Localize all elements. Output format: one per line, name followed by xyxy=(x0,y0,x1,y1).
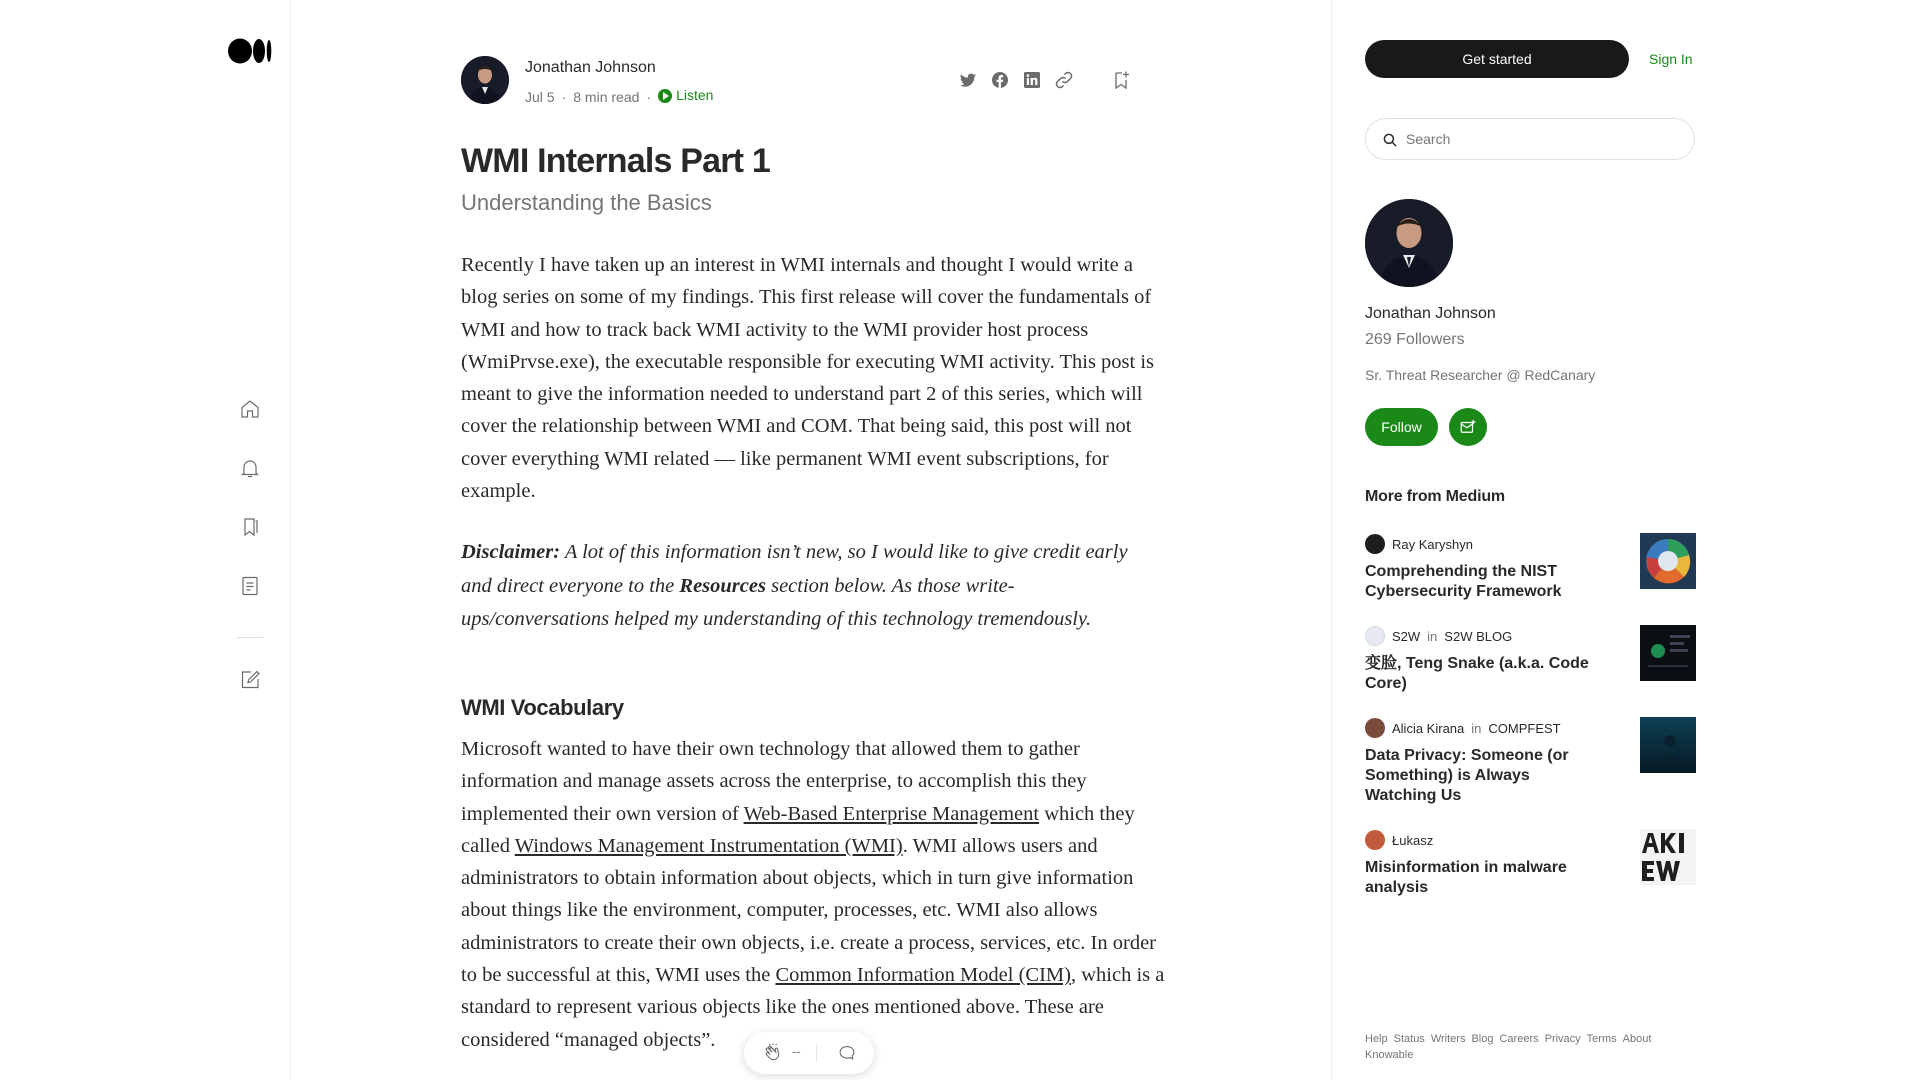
footer-link-knowable[interactable]: Knowable xyxy=(1365,1049,1414,1061)
rec-title[interactable]: Data Privacy: Someone (or Something) is Always Watching Us xyxy=(1365,747,1569,804)
rec-publication[interactable]: S2W BLOG xyxy=(1444,628,1513,644)
search-icon xyxy=(1381,131,1399,149)
play-icon xyxy=(658,89,672,103)
clap-response-bar xyxy=(744,1032,874,1074)
followers-count[interactable]: 269 Followers xyxy=(1365,331,1465,348)
vocab-text-1: Microsoft wanted to have their own technology that allowed them to gather information and manage assets across the enterprise, to accomplish this they implemented their own version of xyxy=(461,738,1087,825)
footer-link-careers[interactable]: Careers xyxy=(1499,1033,1539,1045)
wbem-link[interactable]: Web-Based Enterprise Management xyxy=(743,802,1040,825)
footer-link-writers[interactable]: Writers xyxy=(1430,1033,1466,1045)
stories-icon[interactable] xyxy=(238,574,262,598)
footer-link-blog[interactable]: Blog xyxy=(1471,1033,1494,1045)
rail-divider xyxy=(237,637,263,638)
article-meta: Jul 5 · 8 min read · Listen xyxy=(525,87,714,105)
profile-name[interactable]: Jonathan Johnson xyxy=(1365,305,1496,322)
rec-thumbnail[interactable] xyxy=(1640,625,1696,681)
facebook-icon[interactable] xyxy=(988,68,1012,92)
listen-label: Listen xyxy=(676,87,714,103)
rec-meta xyxy=(1365,626,1512,646)
rec-author[interactable]: Łukasz xyxy=(1392,832,1434,848)
home-icon[interactable] xyxy=(238,397,262,421)
disclaimer-paragraph xyxy=(461,536,1161,637)
rec-thumbnail[interactable] xyxy=(1640,829,1696,885)
rec-title[interactable]: Misinformation in malware analysis xyxy=(1365,859,1567,896)
left-navigation-rail xyxy=(0,0,291,1080)
more-from-medium-heading: More from Medium xyxy=(1365,488,1505,505)
rec-author-avatar xyxy=(1365,830,1385,850)
rec-in: in xyxy=(1471,720,1482,736)
rec-author[interactable]: Ray Karyshyn xyxy=(1392,536,1473,552)
bookmark-add-icon[interactable] xyxy=(1109,68,1133,92)
vocabulary-paragraph xyxy=(461,733,1171,1056)
notifications-icon[interactable] xyxy=(238,456,262,480)
medium-logo-icon[interactable] xyxy=(228,38,272,64)
rec-author-avatar xyxy=(1365,534,1385,554)
footer-link-terms[interactable]: Terms xyxy=(1586,1033,1617,1045)
rec-author[interactable]: S2W xyxy=(1392,628,1421,644)
search-input[interactable] xyxy=(1406,129,1676,149)
linkedin-icon[interactable] xyxy=(1020,68,1044,92)
vocab-text-2: which they called xyxy=(461,802,1135,857)
rec-in: in xyxy=(1427,628,1438,644)
profile-bio: Sr. Threat Researcher @ RedCanary xyxy=(1365,367,1596,383)
author-row xyxy=(461,56,1161,106)
sign-in-link[interactable]: Sign In xyxy=(1649,51,1693,67)
section-heading: WMI Vocabulary xyxy=(461,695,624,720)
footer-link-help[interactable]: Help xyxy=(1365,1033,1388,1045)
footer-link-about[interactable]: About xyxy=(1622,1033,1652,1045)
link-icon[interactable] xyxy=(1052,68,1076,92)
bookmarks-icon[interactable] xyxy=(238,515,262,539)
vocab-text-3: . WMI allows users and administrators to obtain information about objects, which in turn give information about things like the environment, computer, processes, etc. WMI also allows administrators to create their own objects, i.e. create a process, services, etc. In order to be successful at this, WMI uses the xyxy=(461,834,1156,987)
follow-button[interactable]: Follow xyxy=(1365,408,1438,446)
rec-title[interactable]: 变脸, Teng Snake (a.k.a. Code Core) xyxy=(1365,655,1589,692)
article-subtitle: Understanding the Basics xyxy=(461,190,712,215)
intro-paragraph: Recently I have taken up an interest in WMI internals and thought I would write a blog series on some of my findings. This first release will cover the fundamentals of WMI and how to track back WMI activity to the WMI provider host process (WmiPrvse.exe), the executable responsible for executing WMI activity. This post is meant to give the information needed to understand part 2 of this series, which will cover the relationship between WMI and COM. That being said, this post will not cover everything WMI related — like permanent WMI event subscriptions, for example. xyxy=(461,254,1155,503)
rec-meta xyxy=(1365,534,1473,554)
disclaimer-text: A lot of this information isn’t new, so I would like to give credit early and direct everyone to the xyxy=(461,541,1128,597)
read-time: 8 min read xyxy=(573,89,640,105)
rec-title[interactable]: Comprehending the NIST Cybersecurity Framework xyxy=(1365,563,1562,600)
article-title: WMI Internals Part 1 xyxy=(461,142,770,180)
footer-link-privacy[interactable]: Privacy xyxy=(1544,1033,1581,1045)
get-started-button[interactable]: Get started xyxy=(1365,40,1629,78)
search-box[interactable] xyxy=(1365,118,1695,160)
rec-thumbnail[interactable] xyxy=(1640,533,1696,589)
vocab-text-4: , which is a standard to represent various objects like the ones mentioned above. These are considered “managed objects”. xyxy=(461,964,1165,1051)
disclaimer-label: Disclaimer: xyxy=(461,541,561,563)
listen-button[interactable] xyxy=(658,87,713,103)
responses-icon[interactable] xyxy=(836,1042,858,1064)
write-icon[interactable] xyxy=(238,668,262,692)
clap-count: -- xyxy=(792,1044,801,1059)
clap-separator xyxy=(816,1044,817,1062)
author-profile-avatar[interactable] xyxy=(1365,199,1453,287)
cim-link[interactable]: Common Information Model (CIM) xyxy=(775,964,1071,987)
rec-meta xyxy=(1365,718,1561,738)
right-sidebar xyxy=(1331,0,1920,1080)
twitter-icon[interactable] xyxy=(956,68,980,92)
footer-link-status[interactable]: Status xyxy=(1393,1033,1425,1045)
author-name[interactable]: Jonathan Johnson xyxy=(525,59,656,76)
rec-publication[interactable]: COMPFEST xyxy=(1488,720,1561,736)
rec-author[interactable]: Alicia Kirana xyxy=(1392,720,1465,736)
clap-icon[interactable] xyxy=(762,1042,784,1064)
wmi-link[interactable]: Windows Management Instrumentation (WMI) xyxy=(514,834,903,857)
subscribe-button[interactable] xyxy=(1449,408,1487,446)
disclaimer-text-end: section below. As those write-ups/conversations helped my understanding of this technology tremendously. xyxy=(461,574,1092,630)
rec-thumbnail[interactable] xyxy=(1640,717,1696,773)
subscribe-mail-icon xyxy=(1459,418,1477,436)
rec-meta xyxy=(1365,830,1433,850)
rec-author-avatar xyxy=(1365,718,1385,738)
rec-author-avatar xyxy=(1365,626,1385,646)
footer-links xyxy=(1365,1031,1695,1063)
publish-date: Jul 5 xyxy=(525,89,555,105)
author-avatar[interactable] xyxy=(461,56,509,104)
resources-reference: Resources xyxy=(679,574,766,597)
